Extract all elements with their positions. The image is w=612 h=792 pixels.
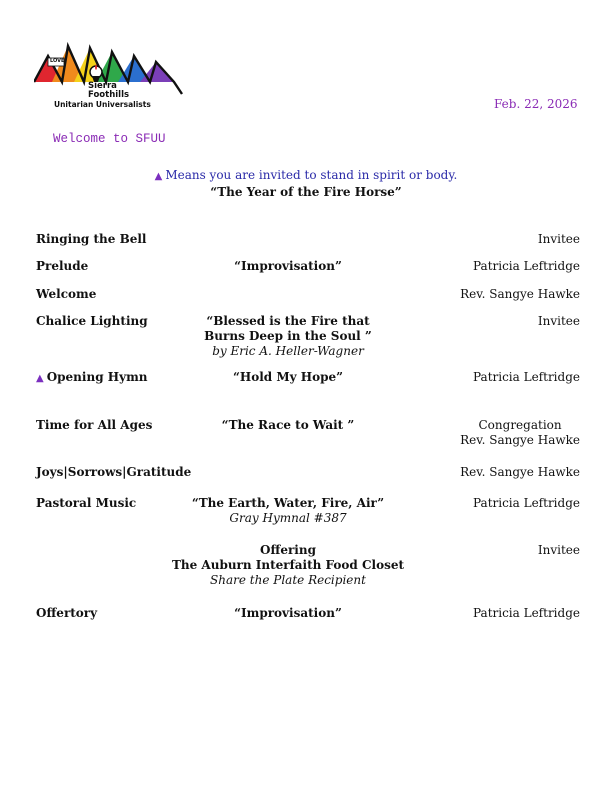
item-label: Time for All Ages (36, 418, 153, 432)
item-title-line2: The Auburn Interfaith Food Closet (171, 558, 405, 572)
item-subtitle: Gray Hymnal #387 (229, 511, 347, 525)
item-label: Welcome (36, 287, 97, 301)
item-label: Prelude (36, 259, 89, 273)
item-subtitle: by Eric A. Heller-Wagner (212, 344, 364, 358)
item-person: Patricia Leftridge (473, 496, 580, 510)
logo-name-line3: Unitarian Universalists (54, 100, 151, 109)
logo-name-line1: Sierra (88, 81, 117, 91)
item-person: Rev. Sangye Hawke (460, 287, 580, 301)
stand-triangle-icon: ▲ (36, 373, 44, 384)
stand-note-text: Means you are invited to stand in spirit or body. (165, 168, 458, 182)
stand-note (0, 168, 612, 182)
sfuu-logo (34, 42, 184, 120)
item-title: “The Race to Wait ” (221, 418, 355, 432)
item-label: Pastoral Music (36, 496, 137, 510)
item-people (460, 418, 580, 448)
item-person: Invitee (537, 314, 580, 328)
logo-name-line2: Foothills (88, 90, 130, 100)
item-label: Chalice Lighting (36, 314, 148, 328)
service-date: Feb. 22, 2026 (494, 97, 578, 111)
item-title: “Hold My Hope” (232, 370, 344, 384)
welcome-heading: Welcome to SFUU (53, 132, 166, 146)
item-subtitle: Share the Plate Recipient (210, 573, 366, 587)
item-title-line2: Burns Deep in the Soul ” (204, 329, 372, 343)
item-person-2: Rev. Sangye Hawke (460, 433, 580, 447)
item-label: Opening Hymn (46, 370, 148, 384)
item-person: Patricia Leftridge (473, 370, 580, 384)
item-person: Rev. Sangye Hawke (460, 465, 580, 479)
item-person: Patricia Leftridge (473, 606, 580, 620)
item-person: Patricia Leftridge (473, 259, 580, 273)
item-label: Joys|Sorrows|Gratitude (36, 465, 192, 479)
item-label: Offertory (36, 606, 98, 620)
item-title: “The Earth, Water, Fire, Air” (191, 496, 385, 510)
item-label: Ringing the Bell (36, 232, 147, 246)
stand-triangle-icon: ▲ (154, 171, 163, 182)
item-person: Invitee (537, 543, 580, 557)
item-title: “Improvisation” (234, 606, 342, 620)
item-person: Congregation (478, 418, 562, 432)
logo-badge-text: LOVE (50, 58, 65, 64)
item-label-wrap (36, 370, 148, 386)
item-title: Offering (260, 543, 316, 557)
item-title: “Improvisation” (234, 259, 342, 273)
item-person: Invitee (537, 232, 580, 246)
service-theme: “The Year of the Fire Horse” (210, 185, 402, 199)
item-title: “Blessed is the Fire that (206, 314, 370, 328)
